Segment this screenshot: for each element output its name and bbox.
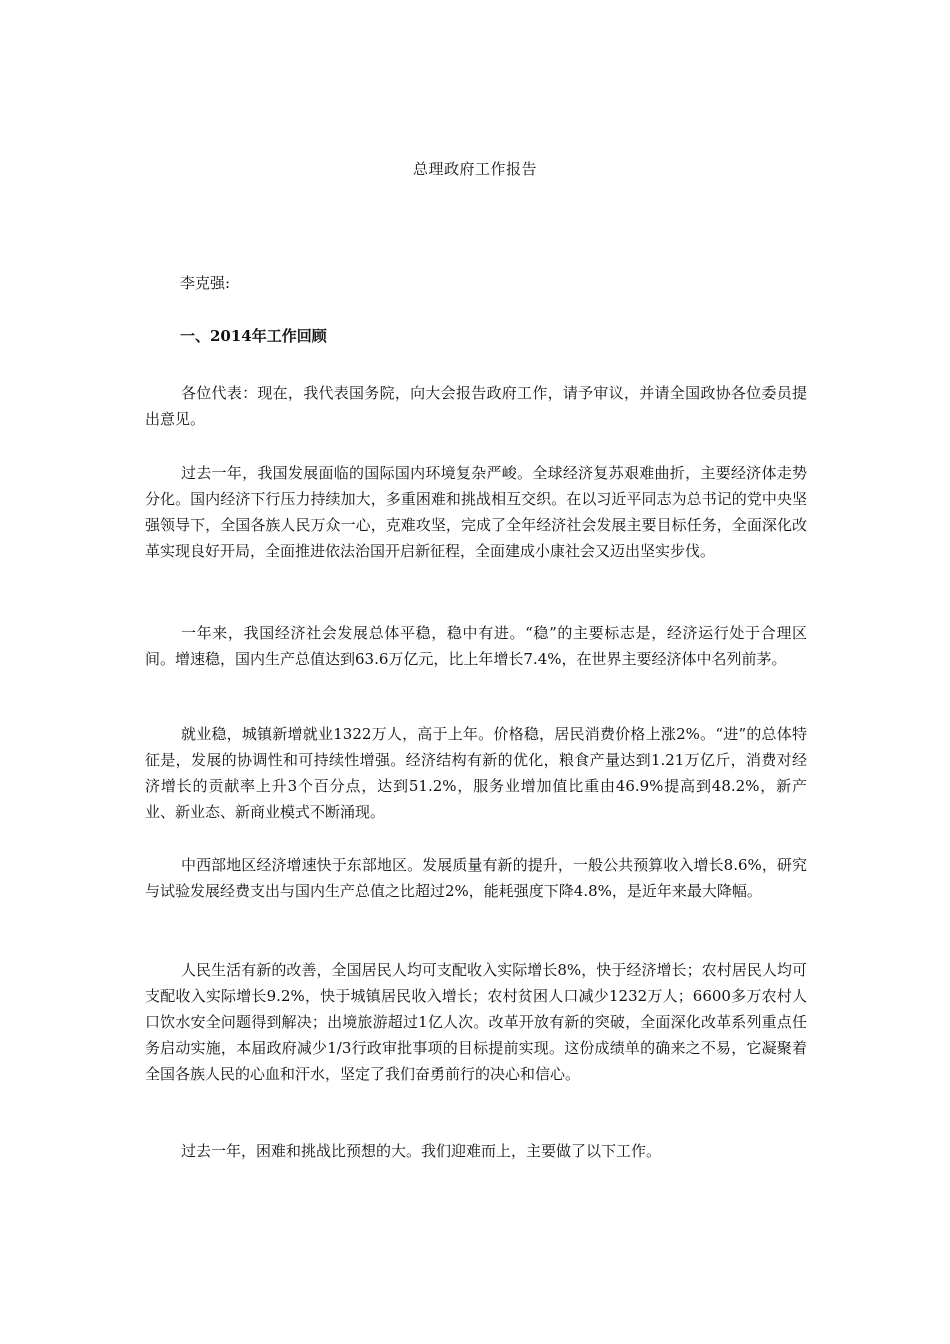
document-title: 总理政府工作报告 <box>412 160 537 178</box>
paragraph: 人民生活有新的改善，全国居民人均可支配收入实际增长8%，快于经济增长；农村居民人均可支配收入实际增长9.2%，快于城镇居民收入增长；农村贫困人口减少1232万人；6600多万农村人口饮水安全问题得到解决；出境旅游超过1亿人次。改革开放有新的突破，全面深化改革系列重点任务启动实施，本届政府减少1/3行政审批事项的目标提前实现。这份成绩单的确来之不易，它凝聚着全国各族人民的心血和汗水，坚定了我们奋勇前行的决心和信心。 <box>145 961 807 1083</box>
paragraph: 过去一年，困难和挑战比预想的大。我们迎难而上，主要做了以下工作。 <box>181 1142 662 1160</box>
paragraph: 中西部地区经济增速快于东部地区。发展质量有新的提升，一般公共预算收入增长8.6%，研究与试验发展经费支出与国内生产总值之比超过2%，能耗强度下降4.8%，是近年来最大降幅。 <box>145 856 807 900</box>
paragraph: 就业稳，城镇新增就业1322万人，高于上年。价格稳，居民消费价格上涨2%。“进”的总体特征是，发展的协调性和可持续性增强。经济结构有新的优化，粮食产量达到1.21万亿斤，消费对经济增长的贡献率上升3个百分点，达到51.2%，服务业增加值比重由46.9%提高到48.2%，新产业、新业态、新商业模式不断涌现。 <box>145 725 807 821</box>
author-name: 李克强: <box>180 274 231 292</box>
paragraph: 过去一年，我国发展面临的国际国内环境复杂严峻。全球经济复苏艰难曲折，主要经济体走势分化。国内经济下行压力持续加大，多重困难和挑战相互交织。在以习近平同志为总书记的党中央坚强领导下，全国各族人民万众一心，克难攻坚，完成了全年经济社会发展主要目标任务，全面深化改革实现良好开局，全面推进依法治国开启新征程，全面建成小康社会又迈出坚实步伐。 <box>145 464 807 560</box>
paragraph: 各位代表：现在，我代表国务院，向大会报告政府工作，请予审议，并请全国政协各位委员提出意见。 <box>145 384 807 428</box>
paragraph: 一年来，我国经济社会发展总体平稳，稳中有进。“稳”的主要标志是，经济运行处于合理区间。增速稳，国内生产总值达到63.6万亿元，比上年增长7.4%，在世界主要经济体中名列前茅。 <box>145 624 807 668</box>
section-heading: 一、2014年工作回顾 <box>180 327 327 345</box>
